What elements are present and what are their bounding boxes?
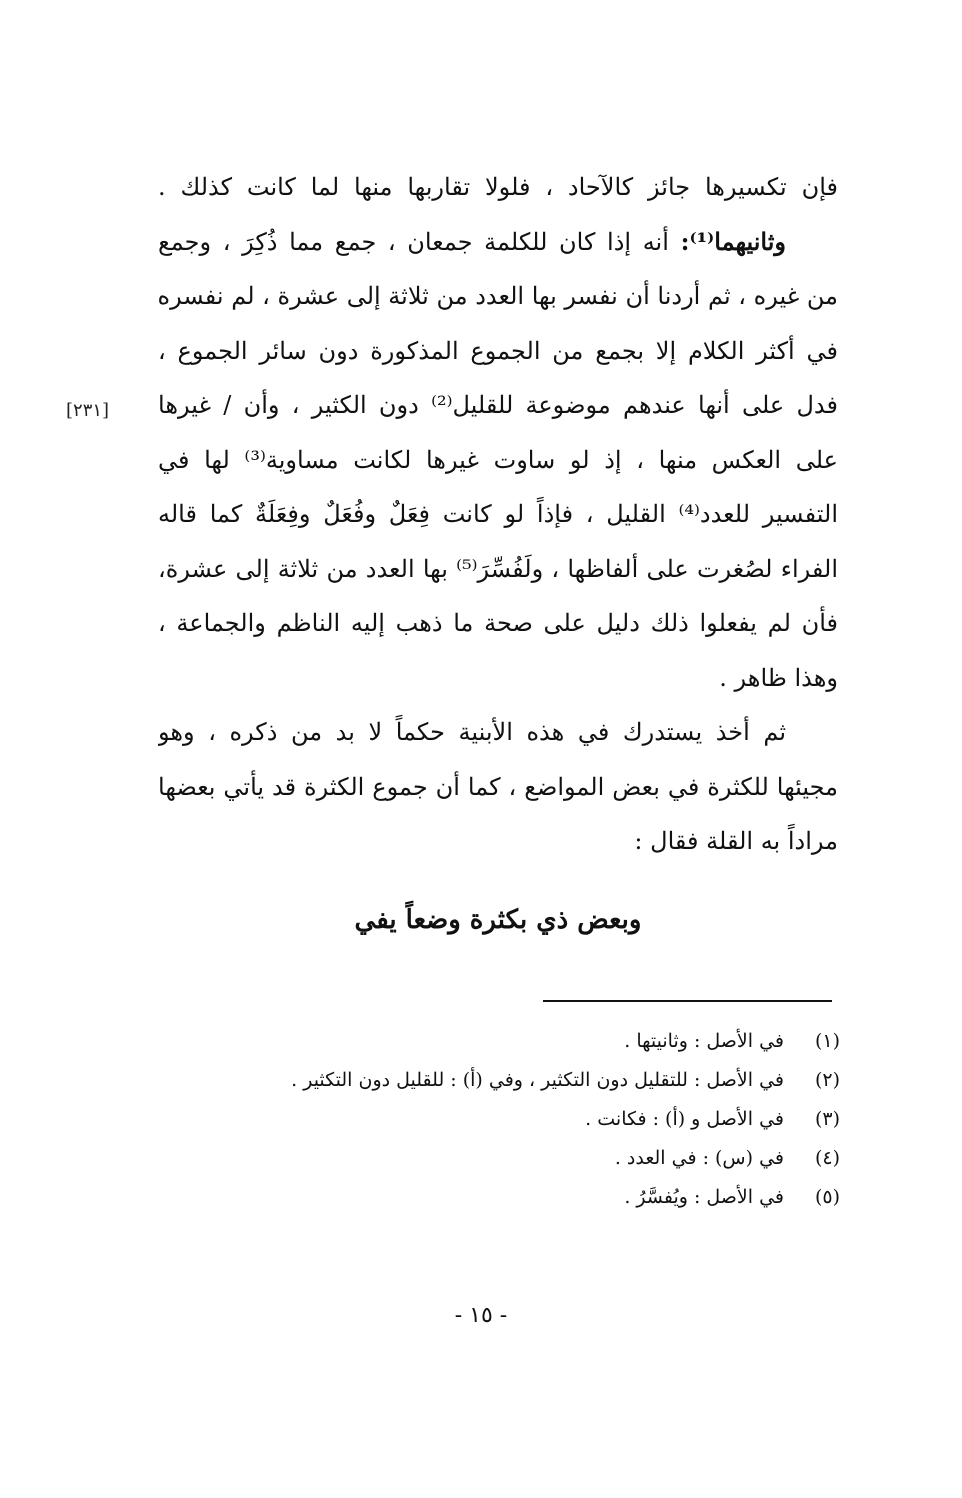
footnote-number: (٢) xyxy=(814,1069,840,1091)
text-line: فأن لم يفعلوا ذلك دليل على صحة ما ذهب إليه الناظم والجماعة ، xyxy=(158,609,838,637)
text-line: فإن تكسيرها جائز كالآحاد ، فلولا تقاربها منها لما كانت كذلك . xyxy=(158,173,838,201)
text-line: التفسير للعدد⁽⁴⁾ القليل ، فإذاً لو كانت فِعَلٌ وفُعَلٌ وفِعَلَةٌ كما قاله xyxy=(158,500,838,528)
footnote xyxy=(200,1139,840,1178)
footnote-text: في الأصل : وثانيتها . xyxy=(624,1030,784,1052)
footnote-divider xyxy=(543,1000,832,1002)
text-line: ثم أخذ يستدرك في هذه الأبنية حكماً لا بد من ذكره ، وهو xyxy=(158,718,786,746)
footnote xyxy=(200,1100,840,1139)
footnote xyxy=(200,1178,840,1217)
footnote-number: (٣) xyxy=(814,1108,840,1130)
footnote xyxy=(200,1022,840,1061)
text-line: من غيره ، ثم أردنا أن نفسر بها العدد من ثلاثة إلى عشرة ، لم نفسره xyxy=(158,282,838,310)
text-line: مراداً به القلة فقال : xyxy=(634,827,838,855)
text-line xyxy=(158,215,838,270)
text-segment: أنه إذا كان للكلمة جمعان ، جمع مما ذُكِرَ ، وجمع xyxy=(158,227,669,256)
footnote-text: في الأصل : ويُفسَّرُ . xyxy=(624,1186,784,1208)
margin-page-reference: [٢٣١] xyxy=(66,400,110,421)
text-line: وهذا ظاهر . xyxy=(719,663,838,692)
footnote-text: في (س) : في العدد . xyxy=(614,1147,784,1169)
text-line: الفراء لصُغرت على ألفاظها ، ولَفُسِّرَ⁽⁵⁾ بها العدد من ثلاثة إلى عشرة، xyxy=(158,554,838,583)
section-label: وثانيهما⁽¹⁾: xyxy=(680,226,787,256)
verse-line: وبعض ذي بكثرة وضعاً يفي xyxy=(354,905,642,935)
footnote-number: (٥) xyxy=(814,1186,840,1208)
footnotes xyxy=(200,1022,840,1217)
text-line: على العكس منها ، إذ لو ساوت غيرها لكانت مساوية⁽³⁾ لها في xyxy=(158,445,838,474)
footnote-text: في الأصل و (أ) : فكانت . xyxy=(585,1108,784,1130)
main-text xyxy=(158,160,838,869)
footnote-number: (٤) xyxy=(814,1147,840,1169)
footnote xyxy=(200,1061,840,1100)
page-number: - ١٥ - xyxy=(454,1303,508,1328)
text-line: فدل على أنها عندهم موضوعة للقليل⁽²⁾ دون الكثير ، وأن / غيرها xyxy=(158,391,838,419)
text-line: مجيئها للكثرة في بعض المواضع ، كما أن جموع الكثرة قد يأتي بعضها xyxy=(158,772,838,801)
footnote-number: (١) xyxy=(814,1030,840,1052)
text-line: في أكثر الكلام إلا بجمع من الجموع المذكورة دون سائر الجموع ، xyxy=(158,336,838,365)
footnote-text: في الأصل : للتقليل دون التكثير ، وفي (أ) : للقليل دون التكثير . xyxy=(291,1069,784,1091)
